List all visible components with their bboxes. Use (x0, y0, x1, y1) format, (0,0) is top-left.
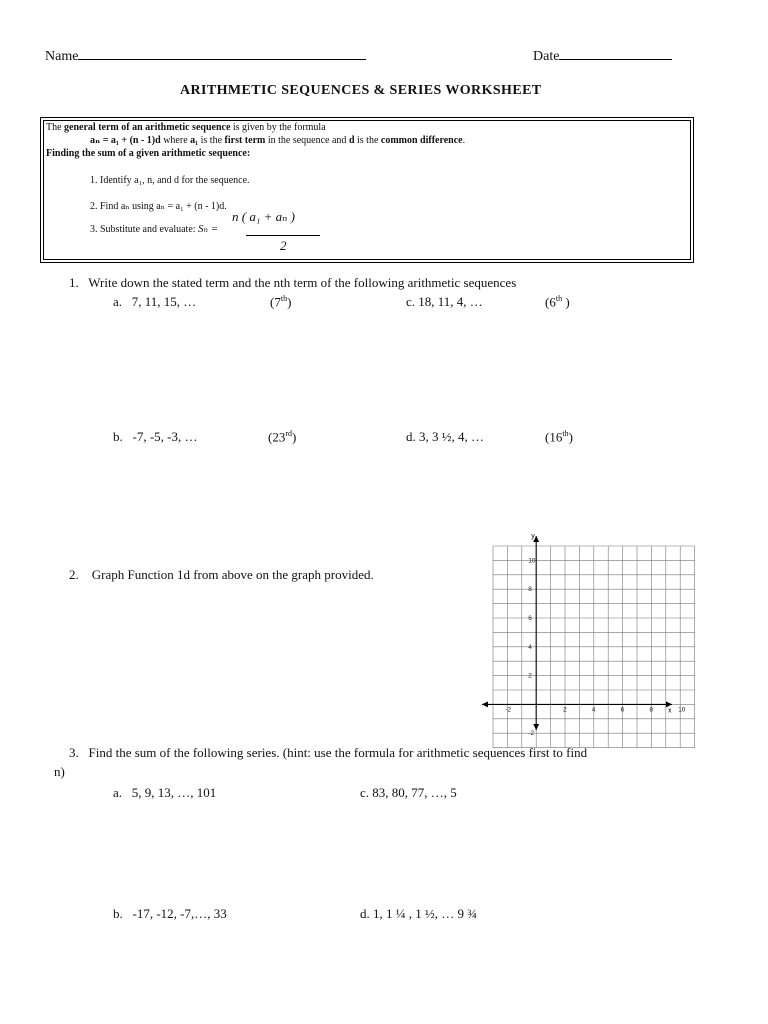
step-1: 1. Identify a₁, n, and d for the sequence. (90, 175, 250, 186)
x-tick-label: 8 (649, 706, 654, 714)
x-tick-label: 4 (591, 706, 596, 714)
step-2: 2. Find aₙ using aₙ = a₁ + (n - 1)d. (90, 201, 227, 212)
general-term-formula-line: aₙ = a₁ + (n - 1)d where a₁ is the first term in the sequence and d is the common difference. (90, 135, 466, 146)
q3-item-a: a. 5, 9, 13, …, 101 (113, 785, 217, 800)
q1-item-d: d. 3, 3 ½, 4, … (406, 429, 484, 444)
name-line[interactable] (78, 47, 366, 60)
q1-item-b: b. -7, -5, -3, … (113, 429, 198, 444)
date-field[interactable] (533, 47, 672, 65)
x-tick-label: 10 (678, 706, 686, 714)
sum-formula-denominator: 2 (280, 238, 287, 253)
q1-item-a: a. 7, 11, 15, … (113, 294, 197, 309)
q3-item-b: b. -17, -12, -7,…, 33 (113, 906, 227, 921)
y-tick-label: 4 (528, 643, 532, 651)
fraction-bar (246, 235, 320, 236)
q3-item-d: d. 1, 1 ¼ , 1 ½, … 9 ¾ (360, 906, 477, 921)
coordinate-grid[interactable] (478, 528, 686, 738)
q1-item-a-term: (7th) (270, 294, 292, 310)
question-1: 1. Write down the stated term and the nth term of the following arithmetic sequences (69, 275, 517, 290)
question-2: 2. Graph Function 1d from above on the graph provided. (69, 567, 374, 582)
general-term-line: The general term of an arithmetic sequence is given by the formula (46, 122, 326, 133)
q1-item-c-term: (6th ) (545, 294, 570, 310)
x-tick-label: 2 (563, 706, 567, 714)
page-title: ARITHMETIC SEQUENCES & SERIES WORKSHEET (180, 83, 542, 98)
x-axis-label: x (668, 707, 672, 715)
y-tick-label: 10 (528, 557, 536, 565)
y-axis-arrow-down (533, 724, 539, 730)
date-line[interactable] (559, 47, 672, 60)
general-term-phrase: general term of an arithmetic sequence (64, 122, 231, 133)
y-tick-label: -2 (528, 730, 534, 738)
y-tick-label: 2 (528, 672, 532, 680)
x-tick-label: -2 (505, 706, 512, 714)
sum-lhs: Sₙ = (198, 223, 219, 235)
y-tick-label: 6 (528, 615, 532, 622)
y-tick-label: 8 (528, 586, 532, 594)
q1-item-d-term: (16th) (545, 429, 573, 445)
q1-item-b-term: (23rd) (268, 429, 297, 445)
name-field[interactable] (45, 47, 366, 65)
q3-item-c: c. 83, 80, 77, …, 5 (360, 785, 457, 800)
name-label: Name (45, 49, 79, 64)
x-axis-arrow-left (482, 701, 488, 707)
question-3: 3. Find the sum of the following series. (hint: use the formula for arithmetic sequences first to find (69, 745, 588, 760)
general-term-formula: aₙ = a₁ + (n - 1)d (90, 135, 161, 146)
date-label: Date (533, 49, 560, 64)
x-tick-label: 6 (620, 706, 625, 714)
y-axis-label: y (531, 533, 535, 540)
step-3: 3. Substitute and evaluate: Sₙ = (90, 223, 219, 235)
sum-heading: Finding the sum of a given arithmetic sequence: (46, 148, 251, 159)
question-3-continued: n) (54, 764, 65, 779)
sum-formula-numerator: n ( a₁ + aₙ ) (232, 209, 295, 224)
q1-item-c: c. 18, 11, 4, … (406, 294, 483, 309)
